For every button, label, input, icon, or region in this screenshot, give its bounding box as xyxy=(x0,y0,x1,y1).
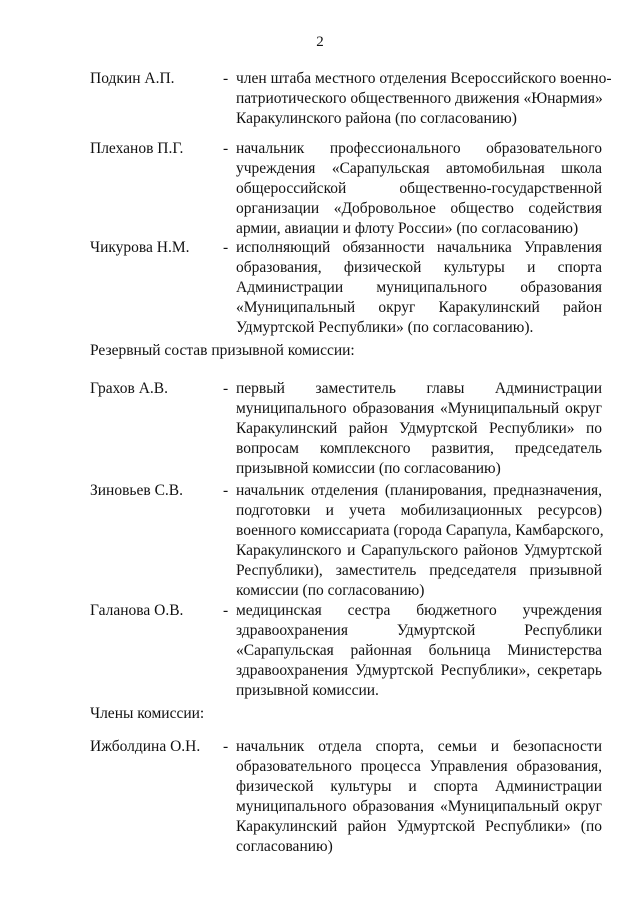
person-position xyxy=(236,379,602,479)
position-line: вопросам комплексного развития, председатель xyxy=(236,440,602,457)
position-line: патриотического общественного движения «Юнармия» xyxy=(236,90,603,107)
person-position xyxy=(236,737,602,857)
position-line: первый заместитель главы Администрации xyxy=(236,380,602,397)
position-line: подготовки и учета мобилизационных ресурсов) xyxy=(236,502,602,519)
position-line: «Муниципальный округ Каракулинский район xyxy=(236,299,602,316)
position-line: «Сарапульская районная больница Министерства xyxy=(236,642,602,659)
person-position xyxy=(236,481,602,601)
position-line: армии, авиации и флоту России» (по согласованию) xyxy=(236,220,579,237)
dash-separator: - xyxy=(223,738,229,755)
position-line: Каракулинского района (по согласованию) xyxy=(236,110,517,127)
page-number: 2 xyxy=(316,34,324,50)
position-line: Республики), заместитель председателя призывной xyxy=(236,562,602,579)
person-position xyxy=(236,601,602,701)
position-line: призывной комиссии (по согласованию) xyxy=(236,460,501,477)
position-line: учреждения «Сарапульская автомобильная школа xyxy=(236,160,602,177)
position-line: физической культуры и спорта Администрации xyxy=(236,778,602,795)
dash-separator: - xyxy=(223,482,229,499)
position-line: муниципального образования «Муниципальный округ xyxy=(236,400,602,417)
dash-separator: - xyxy=(223,70,229,87)
person-name: Зиновьев С.В. xyxy=(90,482,183,499)
position-line: здравоохранения Удмуртской Республики», секретарь xyxy=(236,662,602,679)
person-name: Плеханов П.Г. xyxy=(90,140,184,157)
position-line: исполняющий обязанности начальника Управления xyxy=(236,239,602,256)
dash-separator: - xyxy=(223,602,229,619)
position-line: Администрации муниципального образования xyxy=(236,279,602,296)
position-line: начальник отдела спорта, семьи и безопасности xyxy=(236,738,602,755)
dash-separator: - xyxy=(223,239,229,256)
person-name: Ижболдина О.Н. xyxy=(90,738,201,755)
position-line: военного комиссариата (города Сарапула, Камбарского, xyxy=(236,522,604,539)
person-name: Галанова О.В. xyxy=(90,602,184,619)
position-line: призывной комиссии. xyxy=(236,682,379,699)
person-name: Чикурова Н.М. xyxy=(90,239,190,256)
position-line: комиссии (по согласованию) xyxy=(236,582,425,599)
position-line: здравоохранения Удмуртской Республики xyxy=(236,622,602,639)
position-line: образовательного процесса Управления образования, xyxy=(236,758,602,775)
position-line: Каракулинский район Удмуртской Республики» (по xyxy=(236,818,602,835)
position-line: организации «Добровольное общество содействия xyxy=(236,200,602,217)
position-line: начальник профессионального образовательного xyxy=(236,140,602,157)
position-line: Каракулинского и Сарапульского районов Удмуртской xyxy=(236,542,602,559)
person-position xyxy=(236,69,612,129)
position-line: согласованию) xyxy=(236,838,333,855)
position-line: Каракулинский район Удмуртской Республики» по xyxy=(236,420,602,437)
position-line: Удмуртской Республики» (по согласованию). xyxy=(236,319,534,336)
dash-separator: - xyxy=(223,140,229,157)
dash-separator: - xyxy=(223,380,229,397)
position-line: медицинская сестра бюджетного учреждения xyxy=(236,602,602,619)
person-name: Грахов А.В. xyxy=(90,380,168,397)
person-position xyxy=(236,139,602,239)
person-name: Подкин А.П. xyxy=(90,70,175,87)
person-position xyxy=(236,238,602,338)
position-line: общероссийской общественно-государственной xyxy=(236,180,602,197)
members-section-heading: Члены комиссии: xyxy=(90,705,205,722)
position-line: член штаба местного отделения Всероссийского военно- xyxy=(236,70,612,87)
position-line: муниципального образования «Муниципальный округ xyxy=(236,798,602,815)
reserve-section-heading: Резервный состав призывной комиссии: xyxy=(90,342,355,359)
position-line: образования, физической культуры и спорта xyxy=(236,259,602,276)
position-line: начальник отделения (планирования, предназначения, xyxy=(236,482,602,499)
